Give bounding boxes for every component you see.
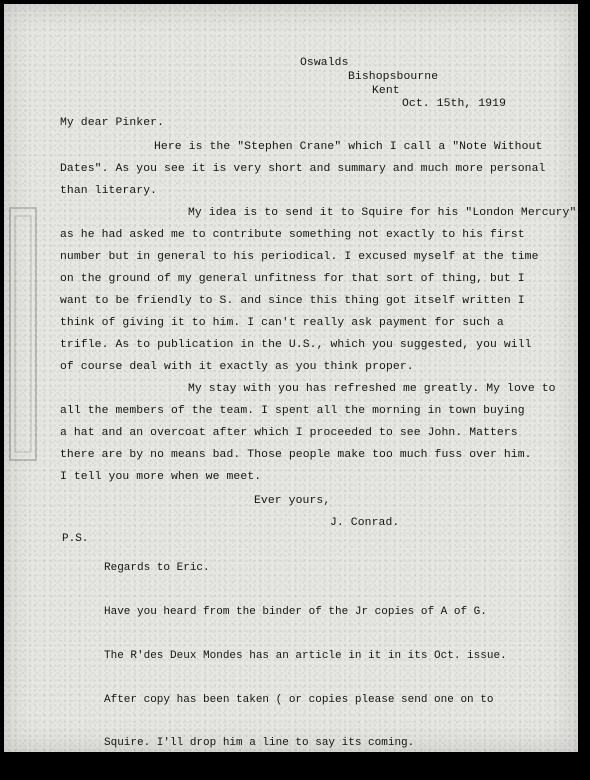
address-line-2: Bishopsbourne [348, 71, 439, 83]
postscript-line-5: Squire. I'll drop him a line to say its coming. [104, 737, 415, 750]
paragraph-1-line-2: Dates". As you see it is very short and summary and much more personal [60, 163, 546, 175]
letter-page [4, 4, 584, 752]
paragraph-2-line-6: think of giving it to him. I can't really ask payment for such a [60, 317, 504, 329]
paragraph-1-line-3: than literary. [60, 185, 158, 197]
postscript-label: P.S. [62, 533, 89, 545]
paragraph-3-line-1: My stay with you has refreshed me greatly. My love to [188, 383, 556, 395]
paragraph-2-line-3: number but in general to his periodical. I excused myself at the time [60, 251, 539, 263]
postscript-line-2: Have you heard from the binder of the Jr copies of A of G. [104, 605, 487, 618]
paragraph-3-line-4: there are by no means bad. Those people make too much fuss over him. [60, 449, 532, 461]
paragraph-3-line-5: I tell you more when we meet. [60, 471, 262, 483]
paragraph-2-line-8: of course deal with it exactly as you think proper. [60, 361, 414, 373]
paragraph-3-line-3: a hat and an overcoat after which I proceeded to see John. Matters [60, 427, 518, 439]
address-line-1: Oswalds [300, 57, 349, 69]
postscript-line-3: The R'des Deux Mondes has an article in it in its Oct. issue. [104, 649, 507, 662]
paragraph-1-line-1: Here is the "Stephen Crane" which I call a "Note Without [154, 141, 543, 153]
closing: Ever yours, [254, 495, 331, 507]
salutation: My dear Pinker. [60, 117, 165, 129]
paragraph-3-line-2: all the members of the team. I spent all the morning in town buying [60, 405, 525, 417]
signature: J. Conrad. [330, 517, 400, 529]
paragraph-2-line-2: as he had asked me to contribute something not exactly to his first [60, 229, 525, 241]
paragraph-2-line-4: on the ground of my general unfitness for that sort of thing, but I [60, 273, 525, 285]
postscript-line-4: After copy has been taken ( or copies please send one on to [104, 693, 494, 706]
archive-stamp-mark [4, 204, 42, 464]
address-line-3: Kent [372, 85, 400, 97]
paragraph-2-line-5: want to be friendly to S. and since this thing got itself written I [60, 295, 525, 307]
postscript-lines [104, 532, 507, 780]
paragraph-2-line-7: trifle. As to publication in the U.S., which you suggested, you will [60, 339, 532, 351]
letter-date: Oct. 15th, 1919 [402, 98, 507, 110]
paragraph-2-line-1: My idea is to send it to Squire for his "London Mercury", [188, 207, 584, 219]
postscript-line-1: Regards to Eric. [104, 562, 210, 575]
